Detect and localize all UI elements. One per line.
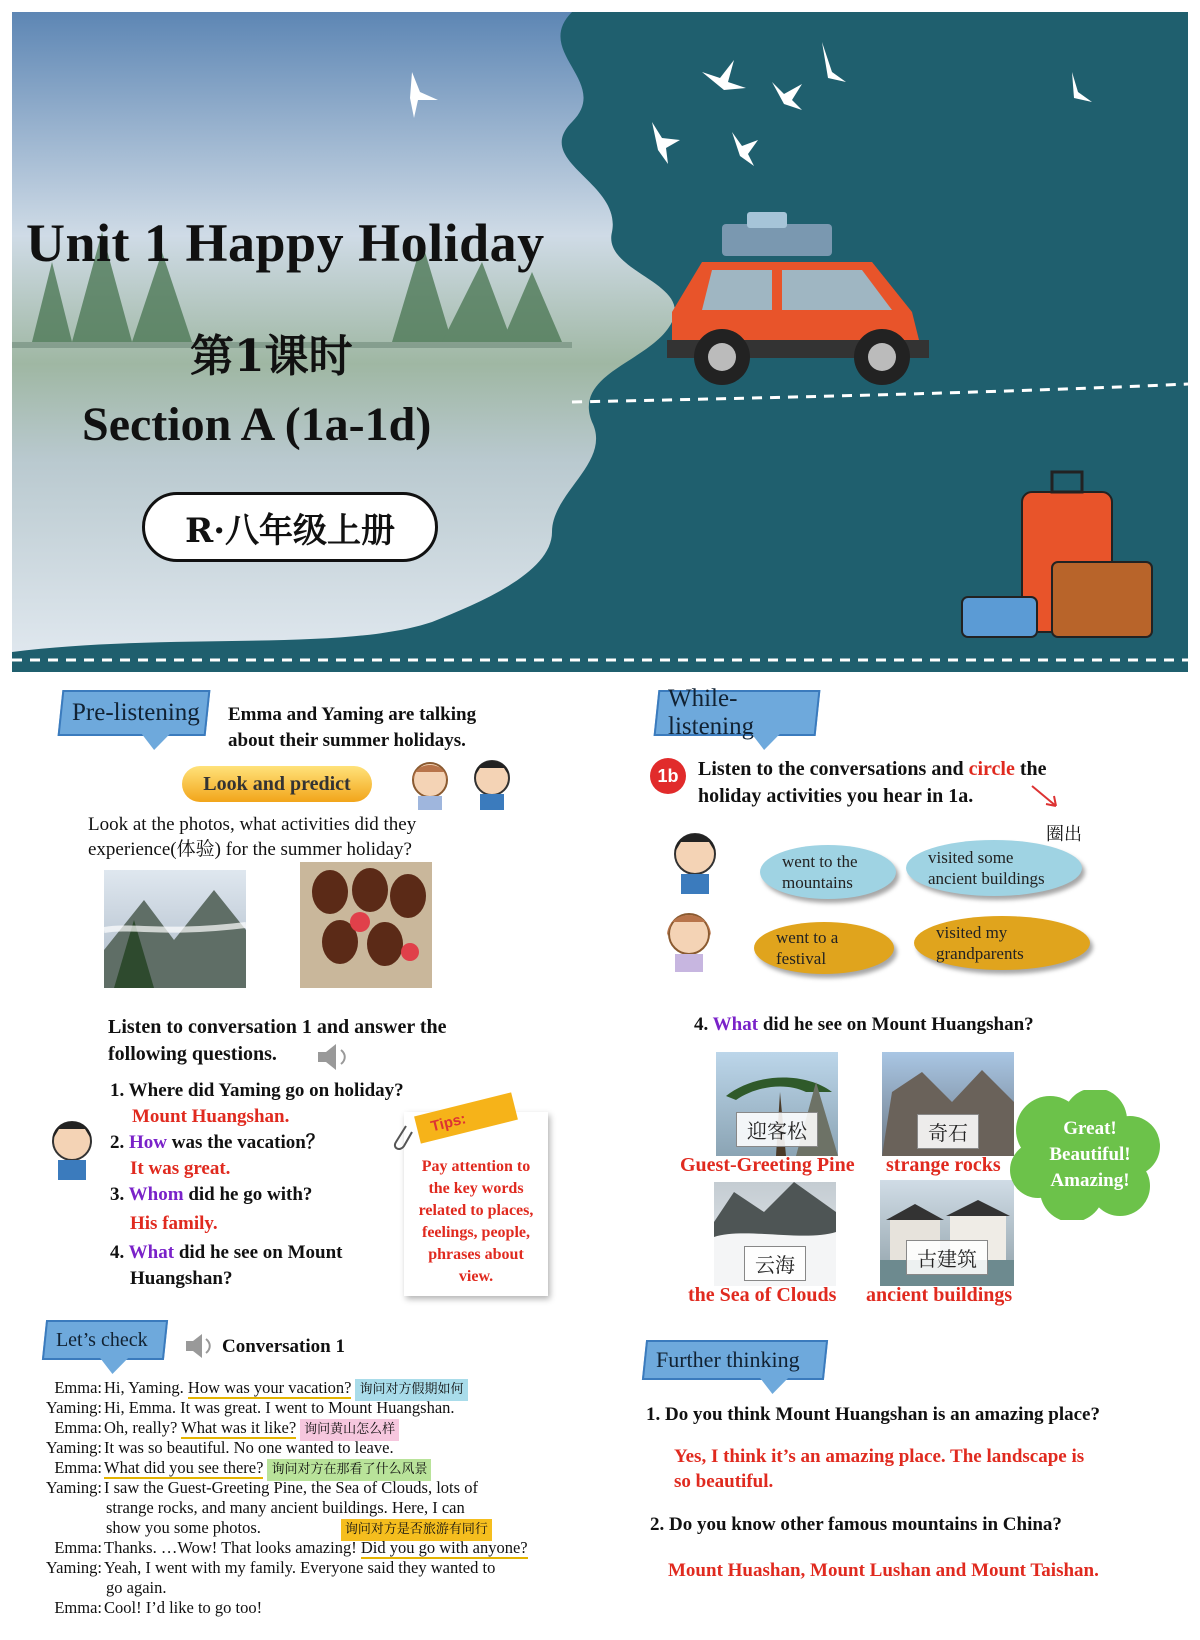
cover-slide (12, 12, 1188, 672)
boy-avatar-icon (48, 1116, 96, 1180)
key-sentence: What was it like? (181, 1418, 297, 1437)
line-text: Thanks. …Wow! That looks amazing! (104, 1538, 361, 1557)
speaker-icon[interactable] (182, 1330, 218, 1362)
annotation-note: 询问对方是否旅游有同行 (341, 1519, 492, 1541)
activity-visited-grandparents[interactable]: visited my grandparents (914, 916, 1090, 970)
annotation-note: 询问对方在那看了什么风景 (267, 1459, 431, 1481)
annotation-note: 询问黄山怎么样 (300, 1419, 399, 1441)
girl-avatar-icon (408, 758, 452, 810)
conversation-line (44, 1398, 455, 1418)
exercise-1b-badge: 1b (650, 758, 686, 794)
pre-listening-banner: Pre-listening (58, 690, 211, 736)
speaker-label: Yaming: (45, 1558, 102, 1577)
annotation-note: 询问对方假期如何 (355, 1379, 467, 1401)
cover-background (12, 12, 1188, 672)
cover-lesson: 第1课时 (190, 331, 353, 382)
line-text: go again. (106, 1578, 167, 1597)
speaker-label: Yaming: (45, 1438, 102, 1457)
speaker-label: Emma: (54, 1418, 102, 1437)
cover-section: Section A (1a-1d) (82, 398, 432, 451)
speaker-label: Emma: (54, 1378, 102, 1397)
conversation-line (44, 1598, 262, 1618)
pre-listening-intro: Emma and Yaming are talking about their summer holidays. (228, 704, 477, 751)
conversation-line (44, 1438, 394, 1458)
questions-list: 1. Where did Yaming go on holiday? Mount Huangshan. 2. How was the vacation？ It was great. 3. Whom did he go with? His family. 4. What did he see on Mount Huangshan? (110, 1080, 404, 1289)
line-text: strange rocks, and many ancient buildings. Here, I can (106, 1498, 465, 1517)
line-text: Oh, really? (104, 1418, 182, 1437)
activity-went-to-mountains[interactable]: went to the mountains (760, 845, 896, 899)
look-and-predict-button[interactable]: Look and predict (182, 766, 372, 802)
grade-badge: R·八年级上册 (142, 492, 438, 562)
speaker-label: Emma: (54, 1538, 102, 1557)
girl-avatar-icon (662, 906, 716, 972)
ancient-buildings-photo: 古建筑 (880, 1180, 1014, 1286)
line-text: Hi, Yaming. (104, 1378, 188, 1397)
conversation-line (44, 1558, 495, 1578)
speaker-label: Yaming: (45, 1398, 102, 1417)
listen-questions-header: Listen to conversation 1 and answer the following questions. (108, 1016, 447, 1065)
line-text: It was so beautiful. No one wanted to leave. (104, 1438, 394, 1457)
line-text: Yeah, I went with my family. Everyone said they wanted to (104, 1558, 496, 1577)
praise-cloud: Great! Beautiful! Amazing! (1049, 1118, 1131, 1191)
strange-rocks-photo: 奇石 (882, 1052, 1014, 1156)
arrow-icon (1030, 784, 1060, 810)
conversation-line (44, 1578, 166, 1598)
line-text: Cool! I’d like to go too! (104, 1598, 263, 1617)
while-listening-banner: While-listening (654, 690, 821, 736)
guest-greeting-pine-photo: 迎客松 (716, 1052, 838, 1156)
key-sentence: What did you see there? (104, 1458, 264, 1477)
further-question-2: 2. Do you know other famous mountains in China? (650, 1514, 1062, 1535)
conversation-line (44, 1478, 478, 1498)
speaker-label: Yaming: (45, 1478, 102, 1497)
further-thinking-banner: Further thinking (642, 1340, 828, 1380)
boy-avatar-icon (470, 756, 514, 810)
tips-tag: Tips: (414, 1092, 518, 1143)
caption-ancient-buildings: ancient buildings (866, 1284, 1013, 1306)
sights-question: 4. What did he see on Mount Huangshan? (694, 1014, 1034, 1035)
caption-guest-greeting-pine: Guest-Greeting Pine (680, 1154, 855, 1176)
key-sentence: Did you go with anyone? (360, 1538, 528, 1557)
caption-strange-rocks: strange rocks (886, 1154, 1001, 1176)
further-answer-2: Mount Huashan, Mount Lushan and Mount Taishan. (668, 1560, 1099, 1581)
speaker-label: Emma: (54, 1598, 102, 1617)
key-sentence: How was your vacation? (187, 1378, 352, 1397)
conversation-line (44, 1498, 465, 1518)
sea-of-clouds-photo: 云海 (714, 1182, 836, 1286)
tips-card: Pay attention to the key words related to places, feelings, people, phrases about view. (404, 1112, 548, 1296)
cover-title: Unit 1 Happy Holiday (26, 213, 545, 273)
speaker-icon[interactable] (314, 1040, 352, 1074)
line-text: show you some photos. (106, 1518, 261, 1537)
further-question-1: 1. Do you think Mount Huangshan is an amazing place? (646, 1404, 1100, 1425)
activity-visited-ancient-buildings[interactable]: visited some ancient buildings (906, 840, 1082, 896)
line-text: I saw the Guest-Greeting Pine, the Sea of Clouds, lots of (104, 1478, 478, 1497)
lets-check-banner: Let’s check (42, 1320, 168, 1360)
speaker-label: Emma: (54, 1458, 102, 1477)
chocolate-strawberries-photo (300, 862, 432, 988)
activity-went-to-festival[interactable]: went to a festival (754, 922, 894, 974)
mountain-photo (104, 870, 246, 988)
circle-chinese-label: 圈出 (1046, 824, 1082, 845)
caption-sea-of-clouds: the Sea of Clouds (688, 1284, 837, 1306)
boy-avatar-icon (670, 828, 720, 894)
pre-listening-question: Look at the photos, what activities did they experience(体验) for the summer holiday? (88, 814, 417, 860)
paperclip-icon (388, 1120, 414, 1154)
further-answer-1: Yes, I think it’s an amazing place. The landscape is so beautiful. (674, 1446, 1085, 1492)
line-text: Hi, Emma. It was great. I went to Mount Huangshan. (104, 1398, 455, 1417)
conversation-line (44, 1538, 528, 1558)
conversation-title: Conversation 1 (222, 1336, 345, 1357)
while-listening-instruction: Listen to the conversations and circle the holiday activities you hear in 1a. (698, 758, 1047, 807)
